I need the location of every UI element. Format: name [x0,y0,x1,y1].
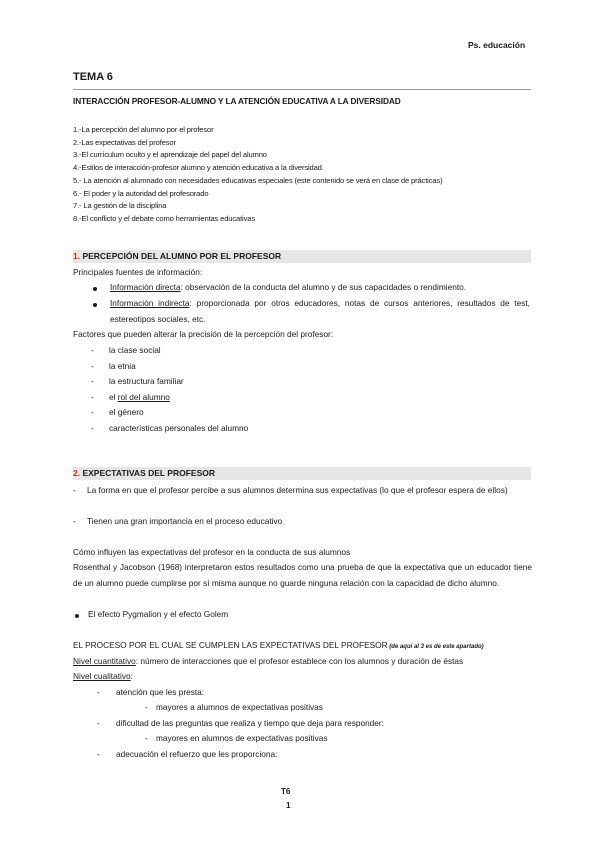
document-subtitle: INTERACCIÓN PROFESOR-ALUMNO Y LA ATENCIÓN EDUCATIVA A LA DIVERSIDAD [73,96,401,106]
dash-icon: - [73,516,76,526]
dash-icon: - [73,485,76,495]
source-indirect-text: : proporcionada por otros educadores, notas de cursos anteriores, resultados de test, estereotipos sociales, etc. [110,298,530,324]
toc-item: 2.-Las expectativas del profesor [73,137,176,147]
section-1-number: 1. [73,251,81,261]
factor-item: la clase social [109,345,161,355]
dash-icon: - [145,702,148,712]
dash-icon: - [91,361,94,371]
footer-label: T6 [281,787,291,796]
dash-icon: - [91,345,94,355]
bullet-icon [93,287,97,291]
quantitative-text: : número de interacciones que el profesor establece con los alumnos y duración de éstas [135,656,464,666]
section-2-heading [73,467,531,480]
rosenthal-paragraph: Rosenthal y Jacobson (1968) interpretaron estos resultados como una prueba de que la expectativa que un educador tiene de un alumno puede cumplirse por sí misma aunque no guarde ninguna relación con la capacidad de dicho alumno. [73,562,532,588]
dash-icon: - [91,376,94,386]
toc-item: 5.- La atención al alumnado con necesidades educativas especiales (este contenido se verá en clase de prácticas) [73,175,443,185]
bullet-icon [75,614,79,618]
process-title [73,638,484,656]
source-indirect-term: Información indirecta [110,298,190,308]
dash-icon: - [97,749,100,759]
factor-item: la estructura familiar [109,376,184,386]
toc-item: 3.-El currículum oculto y el aprendizaje del papel del alumno [73,150,267,160]
section-1-title: PERCEPCIÓN DEL ALUMNO POR EL PROFESOR [80,251,282,261]
source-direct-term: Información directa [110,282,181,292]
qualitative-colon: : [130,671,133,681]
qualitative-item: atención que les presta: [116,687,205,697]
source-indirect [110,296,530,327]
table-of-contents [73,124,442,226]
expectation-point: Tienen una gran importancia en el proceso educativo [87,516,283,526]
toc-item: 1.-La percepción del alumno por el profesor [73,125,214,134]
dash-icon: - [91,392,94,402]
factors-intro: Factores que pueden alterar la precisión de la percepción del profesor: [73,329,334,339]
factor-item: características personales del alumno [109,423,249,433]
qualitative-item: adecuación el refuerzo que les proporciona: [116,749,278,759]
qualitative-subitem: mayores a alumnos de expectativas positivas [156,702,323,712]
dash-icon: - [91,407,94,417]
dash-icon: - [97,718,100,728]
expectation-point: La forma en que el profesor percibe a sus alumnos determina sus expectativas (lo que el profesor espera de ellos) [87,485,508,495]
header-subject: Ps. educación [468,40,526,50]
source-direct [110,280,530,296]
process-note: (de aquí al 3 es de este apartado) [387,644,484,650]
toc-item: 8.-El conflicto y el debate como herramientas educativas [73,213,255,223]
dash-icon: - [145,733,148,743]
toc-item: 7.- La gestión de la disciplina [73,201,167,211]
section-2-number: 2. [73,468,81,478]
bullet-icon [93,303,97,307]
qualitative-item: dificultad de las preguntas que realiza y tiempo que deja para responder: [116,718,384,728]
qualitative-subitem: mayores en alumnos de expectativas positivas [156,733,328,743]
page-title: TEMA 6 [73,71,113,83]
section-1-intro: Principales fuentes de información: [73,267,203,277]
factor-item-underlined: rol del alumno [117,392,170,402]
dash-icon: - [91,423,94,433]
factor-item: el género [109,407,144,417]
influence-title: Cómo influyen las expectativas del profesor en la conducta de sus alumnos [73,547,351,557]
process-title-text: EL PROCESO POR EL CUAL SE CUMPLEN LAS EXPECTATIVAS DEL PROFESOR [73,640,388,650]
qualitative-level [73,669,133,685]
section-1-heading [73,250,531,263]
qualitative-label: Nivel cualitativo [73,671,131,681]
quantitative-level [73,654,533,670]
factor-item [109,390,170,406]
section-2-title: EXPECTATIVAS DEL PROFESOR [80,468,216,478]
source-direct-text: : observación de la conducta del alumno y de sus capacidades o rendimiento. [180,282,467,292]
dash-icon: - [97,687,100,697]
title-divider [73,89,531,90]
page-number: 1 [286,801,291,810]
toc-item: 4.-Estilos de interacción-profesor alumno y atención educativa a la diversidad. [73,163,324,173]
quantitative-label: Nivel cuantitativo [73,656,136,666]
toc-item: 6.- El poder y la autoridad del profesorado [73,188,209,198]
factor-item-prefix: el [109,392,118,402]
effect-item: El efecto Pygmalion y el efecto Golem [88,609,229,619]
factor-item: la etnia [109,361,136,371]
